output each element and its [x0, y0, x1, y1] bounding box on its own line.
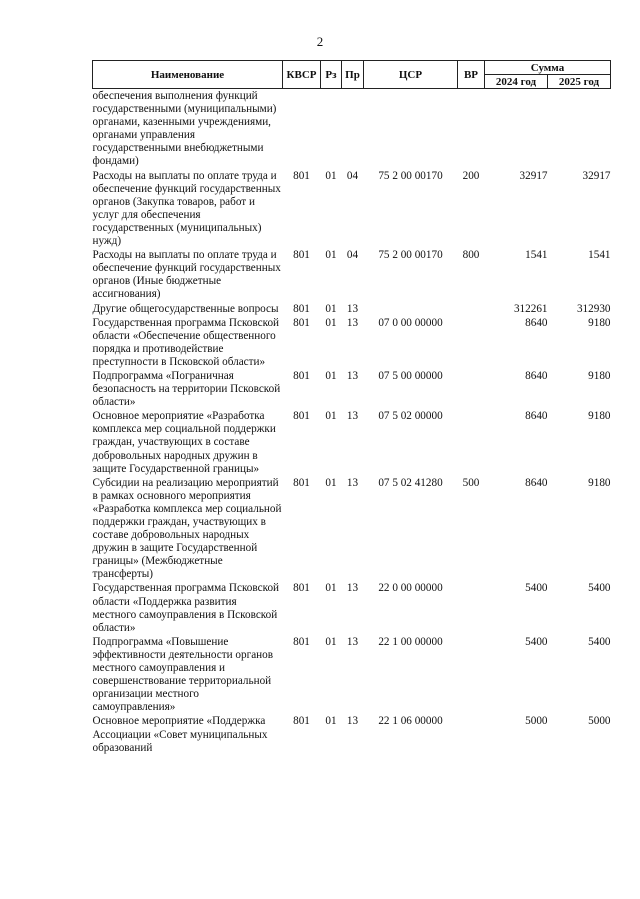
cell-pr: 13 [346, 369, 359, 382]
cell-csr [364, 303, 458, 317]
cell-y2024: 8640 [525, 476, 548, 489]
cell-kvsr: 801 [293, 302, 310, 315]
header-year-2024: 2024 год [485, 75, 548, 89]
header-year-2025: 2025 год [548, 75, 611, 89]
header-csr: ЦСР [364, 61, 458, 89]
cell-y2025: 9180 [588, 316, 611, 329]
cell-y2024: 5400 [525, 582, 548, 595]
cell-y2024: 8640 [525, 369, 548, 382]
cell-pr: 13 [346, 476, 359, 489]
cell-kvsr: 801 [293, 249, 310, 262]
cell-name: обеспечения выполнения функций государственными (муниципальными) органами, казенными учреждениями, органами управления государственными внебюджетными фондами) [92, 90, 277, 168]
table-header [93, 61, 611, 89]
header-name: Наименование [93, 61, 283, 89]
cell-pr [342, 89, 364, 170]
cell-name: Государственная программа Псковской области «Поддержка развития местного самоуправления в Псковской области» [92, 582, 280, 634]
cell-rz: 01 [325, 635, 337, 648]
table-row [93, 477, 611, 583]
table-row [93, 249, 611, 302]
cell-y2024: 5000 [525, 715, 548, 728]
cell-pr: 13 [346, 410, 359, 423]
cell-pr: 04 [346, 249, 359, 262]
cell-name: Расходы на выплаты по оплате труда и обеспечение функций государственных органов (Закупка товаров, работ и услуг для обеспечения государственных (муниципальных) нужд) [92, 169, 281, 248]
cell-vr [458, 303, 485, 317]
table-row [93, 370, 611, 410]
table-row [93, 636, 611, 716]
header-vr: ВР [458, 61, 485, 89]
cell-vr [458, 582, 485, 635]
cell-rz: 01 [325, 476, 337, 489]
table-row [93, 715, 611, 755]
cell-vr [458, 317, 485, 370]
table-row [93, 89, 611, 170]
budget-table [92, 60, 611, 756]
cell-csr: 22 1 00 00000 [378, 635, 443, 648]
cell-rz: 01 [325, 316, 337, 329]
cell-y2024: 312261 [513, 302, 548, 315]
cell-rz: 01 [325, 249, 337, 262]
cell-csr: 22 0 00 00000 [378, 582, 443, 595]
cell-vr [458, 89, 485, 170]
cell-name: Другие общегосударственные вопросы [92, 302, 279, 315]
cell-rz: 01 [325, 582, 337, 595]
cell-y2025: 5400 [588, 582, 611, 595]
cell-rz: 01 [325, 369, 337, 382]
cell-name: Подпрограмма «Пограничная безопасность на территории Псковской области» [92, 369, 281, 409]
table-body [93, 89, 611, 756]
header-rz: Рз [321, 61, 342, 89]
cell-csr: 07 5 00 00000 [378, 369, 443, 382]
cell-csr: 75 2 00 00170 [378, 249, 443, 262]
cell-name: Подпрограмма «Повышение эффективности деятельности органов местного самоуправления и совершенствование территориальной организации местного самоуправления» [92, 635, 274, 714]
header-kvsr: КВСР [283, 61, 321, 89]
cell-name: Субсидии на реализацию мероприятий в рамках основного мероприятия «Разработка комплекса мер социальной поддержки граждан, участвующих в составе добровольных народных дружин в защите Государственной границы» (Межбюджетные трансферты) [92, 476, 282, 581]
cell-pr: 04 [346, 169, 359, 182]
table-row [93, 170, 611, 250]
cell-name: Расходы на выплаты по оплате труда и обеспечение функций государственных органов (Иные бюджетные ассигнования) [92, 249, 281, 301]
cell-y2025: 5000 [588, 715, 611, 728]
table-row [93, 303, 611, 317]
cell-name: Основное мероприятие «Разработка комплекса мер социальной поддержки граждан, участвующих в составе добровольных народных дружин в защите Государственной границы» [92, 410, 276, 475]
cell-vr: 800 [462, 249, 480, 262]
table-row [93, 317, 611, 370]
cell-y2025: 9180 [588, 369, 611, 382]
cell-vr [458, 715, 485, 755]
cell-y2024: 1541 [525, 249, 548, 262]
cell-y2025: 32917 [582, 169, 611, 182]
cell-rz: 01 [325, 715, 337, 728]
cell-csr: 75 2 00 00170 [378, 169, 443, 182]
header-pr: Пр [342, 61, 364, 89]
cell-pr: 13 [346, 302, 359, 315]
cell-y2024: 8640 [525, 316, 548, 329]
cell-csr [364, 89, 458, 170]
cell-rz: 01 [325, 302, 337, 315]
cell-kvsr: 801 [293, 715, 310, 728]
cell-kvsr: 801 [293, 316, 310, 329]
cell-pr: 13 [346, 582, 359, 595]
page-number: 2 [316, 34, 324, 49]
cell-kvsr: 801 [293, 410, 310, 423]
cell-pr: 13 [346, 316, 359, 329]
cell-rz [321, 89, 342, 170]
cell-vr [458, 370, 485, 410]
cell-vr [458, 636, 485, 716]
cell-y2024: 8640 [525, 410, 548, 423]
header-sum: Сумма [485, 61, 611, 75]
table-row [93, 410, 611, 476]
cell-kvsr: 801 [293, 582, 310, 595]
cell-csr: 07 0 00 00000 [378, 316, 443, 329]
cell-vr [458, 410, 485, 476]
cell-kvsr [283, 89, 321, 170]
cell-pr: 13 [346, 635, 359, 648]
cell-vr: 200 [462, 169, 480, 182]
cell-pr: 13 [346, 715, 359, 728]
cell-y2025: 5400 [588, 635, 611, 648]
cell-vr: 500 [462, 476, 480, 489]
cell-kvsr: 801 [293, 369, 310, 382]
table-row [93, 582, 611, 635]
cell-rz: 01 [325, 410, 337, 423]
cell-csr: 22 1 06 00000 [378, 715, 443, 728]
cell-y2024 [485, 89, 548, 170]
cell-name: Государственная программа Псковской области «Обеспечение общественного порядка и противодействие преступности в Псковской области» [92, 316, 280, 368]
cell-y2025 [548, 89, 611, 170]
cell-y2025: 9180 [588, 476, 611, 489]
cell-name: Основное мероприятие «Поддержка Ассоциации «Совет муниципальных образований [92, 715, 268, 754]
cell-kvsr: 801 [293, 476, 310, 489]
cell-y2025: 1541 [588, 249, 611, 262]
cell-rz: 01 [325, 169, 337, 182]
cell-kvsr: 801 [293, 635, 310, 648]
cell-csr: 07 5 02 41280 [378, 476, 443, 489]
cell-csr: 07 5 02 00000 [378, 410, 443, 423]
cell-y2025: 9180 [588, 410, 611, 423]
cell-y2024: 32917 [519, 169, 548, 182]
cell-kvsr: 801 [293, 169, 310, 182]
cell-y2024: 5400 [525, 635, 548, 648]
cell-y2025: 312930 [576, 302, 611, 315]
